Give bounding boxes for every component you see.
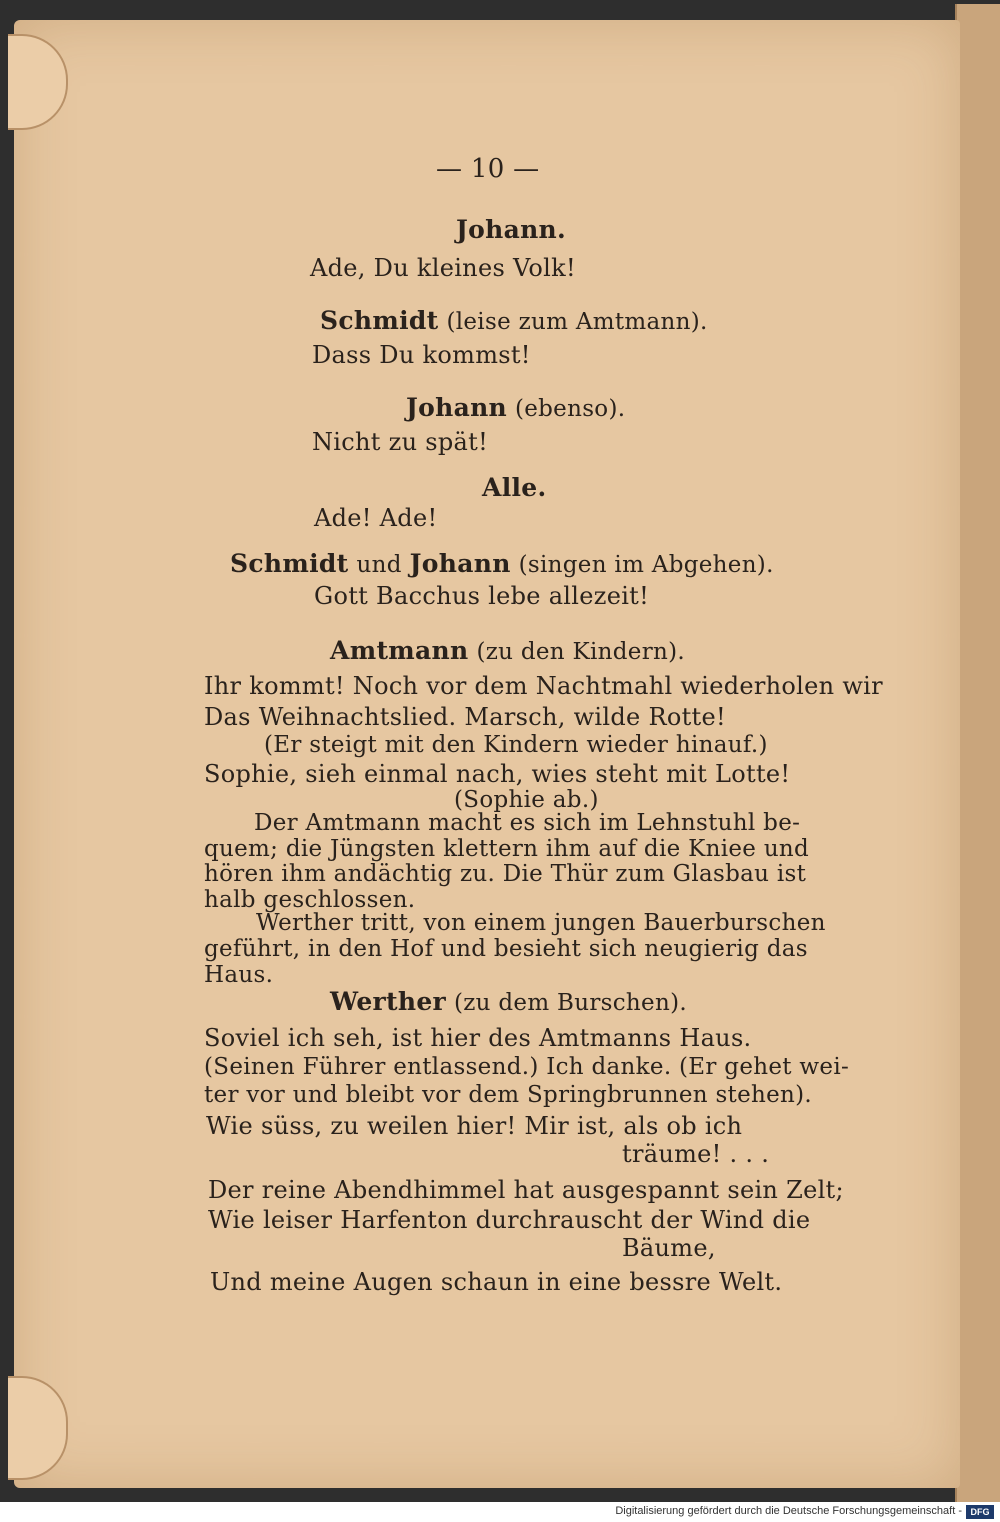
dfg-logo-icon: DFG xyxy=(966,1505,994,1519)
verse-line: Nicht zu spät! xyxy=(312,428,489,456)
verse-line: Ade, Du kleines Volk! xyxy=(310,254,576,282)
verse-line: ter vor und bleibt vor dem Springbrunnen stehen). xyxy=(204,1082,813,1108)
verse-line: Und meine Augen schaun in eine bessre Welt. xyxy=(210,1268,783,1296)
verse-line: träume! . . . xyxy=(622,1140,770,1168)
verse-line: Der reine Abendhimmel hat ausgespannt sein Zelt; xyxy=(208,1176,844,1204)
stage-direction: geführt, in den Hof und besieht sich neugierig das xyxy=(204,936,808,962)
footer-credit: Digitalisierung gefördert durch die Deutsche Forschungsgemeinschaft - xyxy=(615,1505,962,1517)
verse-line: Das Weihnachtslied. Marsch, wilde Rotte! xyxy=(204,703,726,731)
speaker-johann-2: Johann (ebenso). xyxy=(406,393,626,422)
verse-line: Wie süss, zu weilen hier! Mir ist, als ob ich xyxy=(206,1112,743,1140)
stage-direction: halb geschlossen. xyxy=(204,887,416,913)
speaker-schmidt-1: Schmidt (leise zum Amtmann). xyxy=(320,306,708,335)
speaker-werther: Werther (zu dem Burschen). xyxy=(330,987,687,1016)
stage-direction: Werther tritt, von einem jungen Bauerburschen xyxy=(256,910,826,936)
stage-direction: (Er steigt mit den Kindern wieder hinauf.) xyxy=(264,732,768,758)
verse-line: Soviel ich seh, ist hier des Amtmanns Haus. xyxy=(204,1024,752,1052)
stage-direction: quem; die Jüngsten klettern ihm auf die Kniee und xyxy=(204,836,810,862)
speaker-alle: Alle. xyxy=(482,473,547,502)
verse-line: Ihr kommt! Noch vor dem Nachtmahl wiederholen wir xyxy=(204,672,883,700)
speaker-amtmann: Amtmann (zu den Kindern). xyxy=(330,636,686,665)
verse-line: Ade! Ade! xyxy=(314,504,438,532)
stage-direction: (Sophie ab.) xyxy=(454,787,599,813)
page-edge xyxy=(955,4,1000,1502)
footer-bar xyxy=(0,1502,1000,1522)
verse-line: Bäume, xyxy=(622,1234,716,1262)
stage-direction: Haus. xyxy=(204,962,274,988)
verse-line: Dass Du kommst! xyxy=(312,341,531,369)
page-number: — 10 — xyxy=(436,154,540,184)
speaker-johann-1: Johann. xyxy=(456,215,567,244)
verse-line: Gott Bacchus lebe allezeit! xyxy=(314,582,650,610)
stage-direction: hören ihm andächtig zu. Die Thür zum Glasbau ist xyxy=(204,861,807,887)
stage-direction: Der Amtmann macht es sich im Lehnstuhl be- xyxy=(254,810,801,836)
verse-line: Sophie, sieh einmal nach, wies steht mit Lotte! xyxy=(204,760,791,788)
speaker-schmidt-johann: Schmidt und Johann (singen im Abgehen). xyxy=(230,549,774,578)
verse-line: (Seinen Führer entlassend.) Ich danke. (Er gehet wei- xyxy=(204,1054,850,1080)
verse-line: Wie leiser Harfenton durchrauscht der Wind die xyxy=(208,1206,811,1234)
